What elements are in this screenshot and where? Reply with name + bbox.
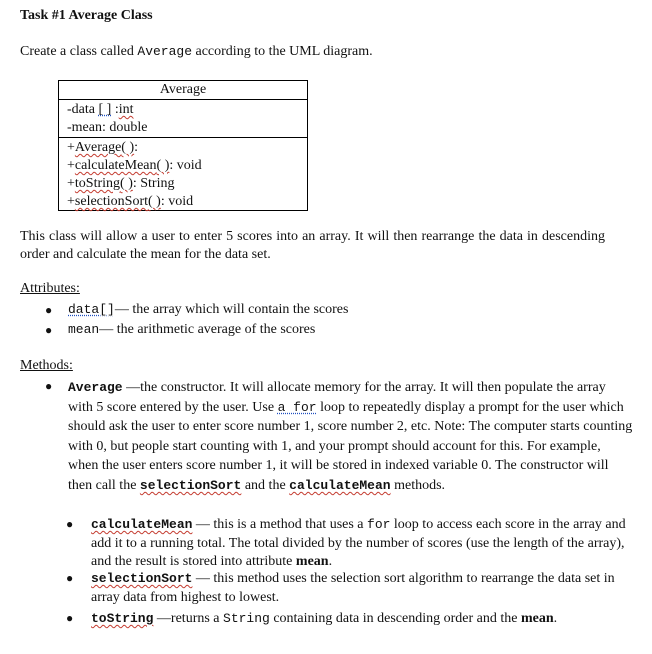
uml-method-parens: ( ) bbox=[120, 176, 133, 191]
method-text: . bbox=[553, 611, 558, 626]
method-text: loop to repeatedly display a prompt for the user which should ask the user to enter score number 1, score number 2, etc. Note: The computer starts counting with 0, but people start counting with 1, and your prompt should account for this. For example, when the user enters score number 1, it will be stored in indexed variable 0. The constructor will then call the bbox=[68, 399, 633, 493]
uml-class-name: Average bbox=[59, 81, 307, 100]
uml-method bbox=[67, 157, 307, 175]
attribute-item bbox=[68, 302, 348, 318]
uml-method-name: calculateMean bbox=[74, 158, 157, 173]
intro-class-code: Average bbox=[137, 44, 192, 59]
sub-method-item bbox=[91, 516, 631, 572]
bullet-icon: ● bbox=[66, 571, 74, 585]
attributes-heading: Attributes: bbox=[20, 281, 80, 296]
uml-attributes bbox=[59, 100, 307, 138]
uml-method-suffix: : void bbox=[169, 158, 202, 173]
bullet-icon: ● bbox=[66, 517, 74, 531]
uml-diagram bbox=[58, 80, 308, 211]
uml-method-parens: ( ) bbox=[148, 194, 161, 209]
bullet-icon: ● bbox=[45, 323, 53, 337]
method-bold: mean bbox=[520, 611, 554, 626]
uml-attribute bbox=[67, 119, 307, 137]
intro-line bbox=[20, 44, 373, 60]
uml-method bbox=[67, 193, 307, 211]
method-text: methods. bbox=[390, 477, 446, 493]
uml-method-name: Average bbox=[74, 140, 122, 155]
attribute-code: mean bbox=[68, 322, 100, 337]
method-text: and the bbox=[241, 477, 290, 493]
sub-method-item bbox=[91, 570, 631, 607]
uml-method-suffix: : bbox=[134, 140, 138, 155]
uml-method bbox=[67, 139, 307, 157]
for-code: a for bbox=[277, 399, 317, 415]
uml-method bbox=[67, 175, 307, 193]
method-text: —returns a bbox=[153, 611, 224, 626]
method-code: selectionSort bbox=[139, 477, 242, 493]
attribute-text: — the array which will contain the scores bbox=[114, 302, 349, 317]
method-code: selectionSort bbox=[91, 571, 193, 586]
intro-text-after: according to the UML diagram. bbox=[192, 44, 373, 59]
uml-method-prefix: + bbox=[67, 140, 75, 155]
uml-attr-box: [ ] bbox=[98, 102, 112, 117]
method-bold: mean bbox=[295, 554, 329, 569]
methods-heading: Methods: bbox=[20, 358, 73, 373]
method-code: calculateMean bbox=[91, 517, 193, 532]
method-code: String bbox=[223, 611, 270, 626]
method-code: toString bbox=[91, 611, 154, 626]
uml-attr-pre: -mean: double bbox=[67, 120, 148, 135]
uml-attr-type: int bbox=[118, 102, 134, 117]
method-text: loop to access each score in the array and add it to a running total. The total divided by the number of scores (use the length of the array), and the result is stored into attribute bbox=[91, 517, 626, 569]
uml-method-suffix: : void bbox=[160, 194, 194, 209]
bullet-icon: ● bbox=[45, 303, 53, 317]
uml-method-parens: ( ) bbox=[121, 140, 135, 155]
intro-text-before: Create a class called bbox=[20, 44, 138, 59]
uml-method-prefix: + bbox=[67, 176, 75, 191]
method-text: — this is a method that uses a bbox=[192, 517, 368, 532]
method-text: —the constructor. It will allocate memory for the array. It will then populate the array with 5 score entered by the user. Use bbox=[68, 380, 606, 415]
bullet-icon: ● bbox=[66, 611, 74, 625]
method-text: containing data in descending order and the bbox=[269, 611, 521, 626]
class-description: This class will allow a user to enter 5 scores into an array. It will then rearrange the data in descending order and calculate the mean for the data set. bbox=[20, 229, 605, 262]
uml-method-prefix: + bbox=[67, 158, 75, 173]
uml-method-name: toString bbox=[74, 176, 121, 191]
sub-method-item bbox=[91, 610, 631, 629]
uml-attr-pre: -data bbox=[67, 102, 99, 117]
method-text: — this method uses the selection sort algorithm to rearrange the data set in array data from highest to lowest. bbox=[91, 571, 615, 605]
attribute-item bbox=[68, 322, 315, 338]
attribute-text: — the arithmetic average of the scores bbox=[99, 322, 316, 337]
uml-method-suffix: : String bbox=[132, 176, 175, 191]
method-code: Average bbox=[68, 380, 123, 395]
task-title: Task #1 Average Class bbox=[20, 8, 153, 23]
method-code: for bbox=[367, 517, 391, 532]
method-text: . bbox=[328, 554, 333, 569]
attribute-code: data[] bbox=[68, 302, 115, 317]
bullet-icon: ● bbox=[45, 379, 53, 393]
uml-attr-post: : bbox=[111, 102, 119, 117]
uml-methods bbox=[59, 138, 307, 210]
method-average bbox=[68, 378, 633, 496]
uml-method-prefix: + bbox=[67, 194, 75, 209]
method-code: calculateMean bbox=[289, 477, 391, 493]
uml-method-parens: ( ) bbox=[156, 158, 170, 173]
uml-attribute bbox=[67, 101, 307, 119]
uml-method-name: selectionSort bbox=[74, 194, 149, 209]
